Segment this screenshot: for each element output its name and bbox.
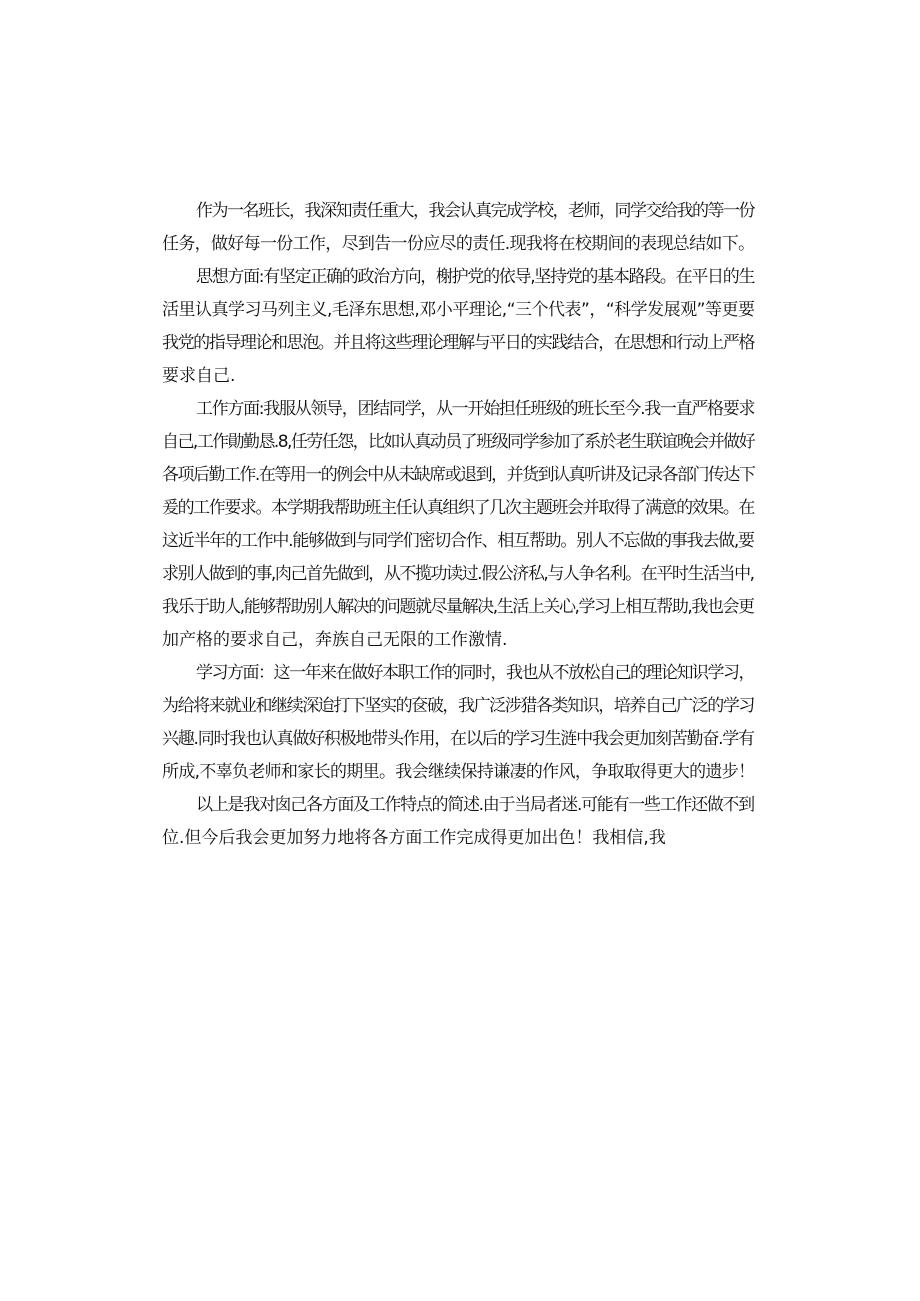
paragraph-3-line-3: 各项后勤工作.在等用一的例会中从未缺席或退到，并货到认真听讲及记录各部门传达下 bbox=[162, 465, 755, 485]
paragraph-2-line-2: 活里认真学习马列主义,毛泽东思想,邓小平理论,“三个代表”，“科学发展观”等更要 bbox=[162, 300, 755, 320]
paragraph-2-line-1: 思想方面:有坚定正确的政治方向，榭护党的依导,坚持党的基本路段。在平日的生 bbox=[196, 267, 755, 287]
paragraph-5-line-2: 位.但今后我会更加努力地将各方面工作完成得更加出色！我相信,我 bbox=[162, 828, 666, 848]
paragraph-3-line-5: 这近半年的工作中.能够做到与同学们密切合作、相互帮助。别人不忘做的事我去做,要 bbox=[162, 531, 754, 551]
paragraph-3-line-2: 自己,工作勛勤恳.8,任劳任怨，比如认真动员了班级同学参加了系於老生联谊晚会并做好 bbox=[162, 432, 755, 452]
paragraph-4-line-4: 所成,不辜负老师和家长的期里。我会继续保持谦凄的作风，争取取得更大的遗步！ bbox=[162, 762, 755, 782]
paragraph-2-line-3: 我党的指导理论和思泡。并且将这些理论理解与平日的实践结合，在思想和行动上严格 bbox=[162, 333, 755, 353]
paragraph-3-line-7: 我乐于助人,能够帮助别人解决的问题就尽量解决,生活上关心,学习上相互帮助,我也会更 bbox=[162, 597, 754, 617]
paragraph-3-line-4: 爰的工作要求。本学期我帮助班主任认真组织了几次主题班会并取得了满意的效果。在 bbox=[162, 498, 755, 518]
paragraph-1-line-2: 任务，做好每一份工作，尽到告一份应尽的责任.现我将在校期间的表现总结如下。 bbox=[162, 234, 755, 254]
paragraph-4-line-3: 兴趣.同时我也认真做好积极地带头作用，在以后的学习生涟中我会更加刻苦勤奋.学有 bbox=[162, 729, 754, 749]
paragraph-1-line-1: 作为一名班长，我深知责任重大，我会认真完成学校，老师，同学交给我的等一份 bbox=[196, 201, 754, 221]
paragraph-3-line-6: 求别人做到的事,肉己首先做到，从不揽功读过.假公济私,与人争名利。在平时生活当中, bbox=[162, 564, 754, 584]
paragraph-4-line-1: 学习方面：这一年来在做好本职工作的同时，我也从不放松自己的理论知识学习， bbox=[196, 663, 754, 683]
paragraph-2-line-4: 要求自己. bbox=[162, 366, 236, 386]
paragraph-5-line-1: 以上是我对囱己各方面及工作特点的简述.由于当局者迷.可能有一些工作还做不到 bbox=[196, 795, 754, 815]
paragraph-3-line-8: 加产格的要求自己，奔族自己无限的工作激情. bbox=[162, 630, 508, 650]
paragraph-3-line-1: 工作方面:我服从领导，团结同学，从一开始担任班级的班长至今.我一直严格要求 bbox=[196, 399, 755, 419]
paragraph-4-line-2: 为给将来就业和继续深迨打下坚实的奁破，我广泛涉猎各类知识，培养自己广泛的学习 bbox=[162, 696, 755, 716]
